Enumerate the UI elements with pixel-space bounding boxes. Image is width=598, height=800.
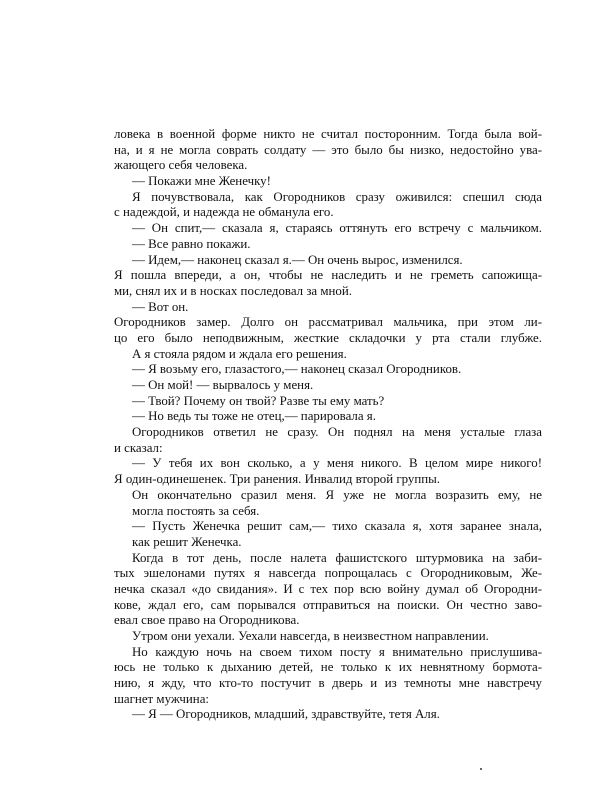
text-line: — Я возьму его, глазастого,— наконец сказал Огородников. [132, 362, 462, 377]
text-line: нечка сказал «до свидания». И с тех пор всю войну думал об Огородни- [114, 581, 542, 596]
text-line: на, и я не могла соврать солдату — это было бы низко, недостойно ува- [114, 142, 542, 157]
text-line: цо его было неподвижным, жесткие складочки у рта стали глубже. [114, 330, 542, 345]
text-line: шагнет мужчина: [114, 691, 210, 706]
body-text [114, 127, 542, 723]
text-line: с надеждой, и надежда не обманула его. [114, 205, 334, 220]
text-line: нию, я жду, что кто-то постучит в дверь и из темноты мне навстречу [114, 676, 542, 691]
text-line: — Пусть Женечка решит сам,— тихо сказала я, хотя заранее знала, [132, 519, 542, 534]
text-line: А я стояла рядом и ждала его решения. [132, 346, 347, 361]
text-line: юсь не только к дыханию детей, не только к их невнятному бормота- [114, 660, 542, 675]
text-line: — Покажи мне Женечку! [132, 174, 271, 189]
text-line: кове, ждал его, сам порывался отправиться на поиски. Он честно заво- [114, 597, 542, 612]
text-line: и сказал: [114, 440, 163, 455]
text-line: — У тебя их вон сколько, а у меня никого. В целом мире никого! [132, 456, 542, 471]
text-line: — Вот он. [132, 299, 189, 314]
text-line: Утром они уехали. Уехали навсегда, в неизвестном направлении. [132, 629, 489, 643]
text-line: — Но ведь ты тоже не отец,— парировала я. [132, 409, 376, 424]
text-line: Я почувствовала, как Огородников сразу оживился: спешил сюда [132, 189, 542, 204]
text-line: жающего себя человека. [114, 158, 248, 173]
text-line: Когда в тот день, после налета фашистского штурмовика на заби- [132, 550, 542, 565]
text-line: — Все равно покажи. [132, 236, 251, 251]
text-line: Но каждую ночь на своем тихом посту я внимательно прислушива- [132, 644, 542, 659]
text-line: как решит Женечка. [132, 534, 242, 549]
text-line: Я один-одинешенек. Три ранения. Инвалид второй группы. [114, 472, 441, 487]
text-line: ми, снял их и в носках последовал за мной. [114, 283, 352, 298]
text-line: тых эшелонами путях я навсегда попрощалась с Огородниковым, Же- [114, 566, 542, 581]
text-line: — Он спит,— сказала я, стараясь оттянуть его встречу с мальчиком. [132, 221, 542, 236]
text-line: — Он мой! — вырвалось у меня. [132, 378, 314, 392]
page-speck [480, 768, 482, 770]
text-line: могла постоять за себя. [132, 503, 260, 518]
text-line: ловека в военной форме никто не считал посторонним. Тогда была вой- [114, 127, 542, 141]
text-line: Я пошла впереди, а он, чтобы не наследить и не греметь сапожища- [114, 268, 542, 283]
text-line: Он окончательно сразил меня. Я уже не могла возразить ему, не [132, 487, 542, 502]
text-line: Огородников ответил не сразу. Он поднял на меня усталые глаза [132, 425, 542, 440]
text-line: — Идем,— наконец сказал я.— Он очень вырос, изменился. [132, 252, 463, 267]
text-line: — Я — Огородников, младший, здравствуйте, тетя Аля. [132, 707, 440, 722]
text-line: Огородников замер. Долго он рассматривал мальчика, при этом ли- [114, 315, 542, 330]
text-line: евал свое право на Огородникова. [114, 613, 300, 628]
text-line: — Твой? Почему он твой? Разве ты ему мать? [132, 393, 385, 408]
